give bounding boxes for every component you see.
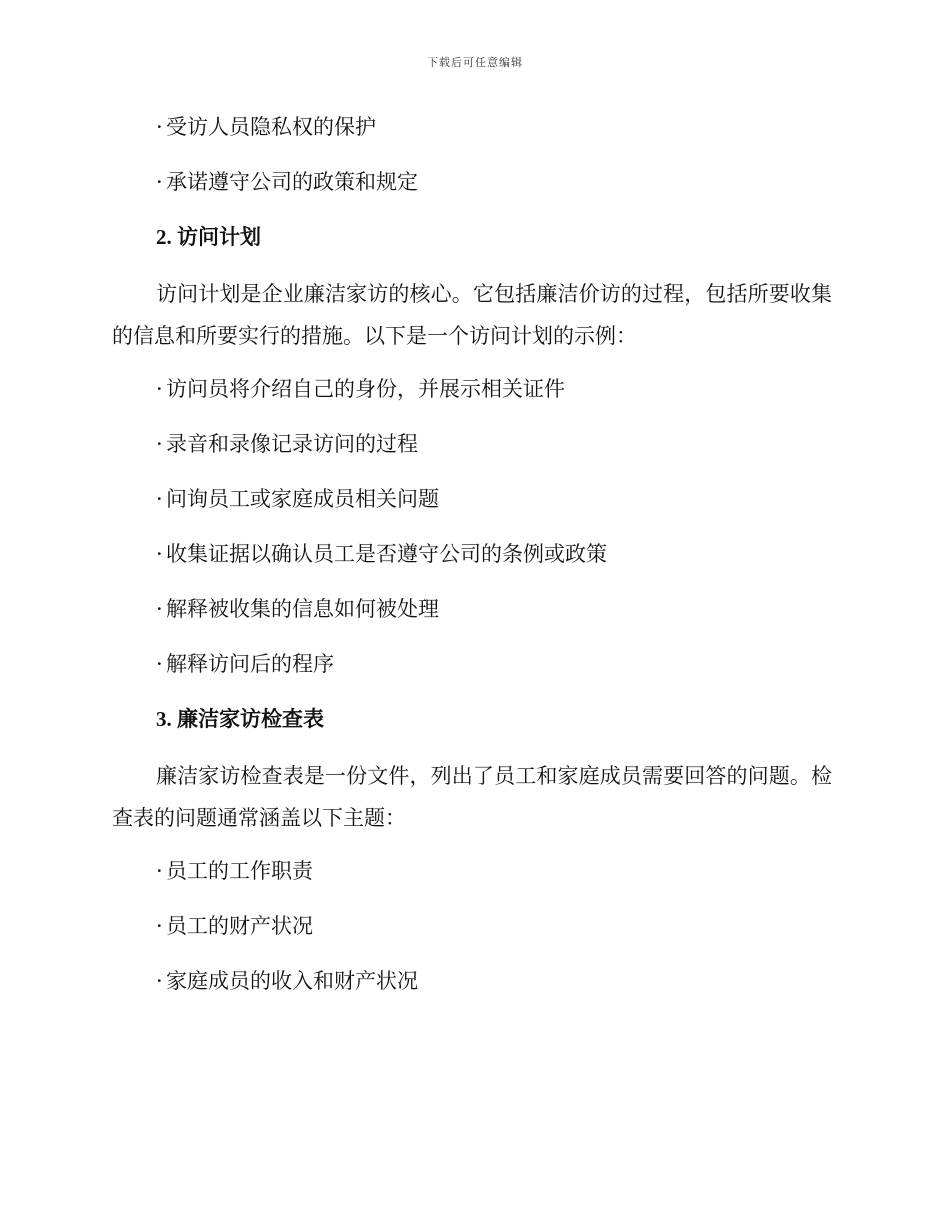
list-item xyxy=(156,590,832,628)
document-body xyxy=(112,108,832,1017)
list-item-text: 访问员将介绍自己的身份，并展示相关证件 xyxy=(166,377,565,401)
list-item-text: 承诺遵守公司的政策和规定 xyxy=(166,170,418,194)
list-item-text: 收集证据以确认员工是否遵守公司的条例或政策 xyxy=(166,542,607,566)
list-item xyxy=(156,962,832,1000)
list-item-text: 员工的工作职责 xyxy=(166,859,313,883)
list-item-text: 解释被收集的信息如何被处理 xyxy=(166,597,439,621)
bullet-icon: · xyxy=(156,542,163,566)
bullet-icon: · xyxy=(156,597,163,621)
page-header: 下载后可任意编辑 xyxy=(427,56,523,69)
list-item-text: 解释访问后的程序 xyxy=(166,652,334,676)
list-item xyxy=(156,480,832,518)
list-item xyxy=(156,535,832,573)
section-title: 廉洁家访检查表 xyxy=(177,707,324,731)
bullet-icon: · xyxy=(156,432,163,456)
list-item-text: 家庭成员的收入和财产状况 xyxy=(166,969,418,993)
section-heading xyxy=(156,700,832,738)
bullet-icon: · xyxy=(156,170,163,194)
bullet-icon: · xyxy=(156,859,163,883)
paragraph: 访问计划是企业廉洁家访的核心。它包括廉洁价访的过程，包括所要收集的信息和所要实行的措施。以下是一个访问计划的示例： xyxy=(112,282,832,348)
list-item-text: 录音和录像记录访问的过程 xyxy=(166,432,418,456)
paragraph: 廉洁家访检查表是一份文件，列出了员工和家庭成员需要回答的问题。检查表的问题通常涵盖以下主题： xyxy=(112,764,832,830)
list-item xyxy=(156,907,832,945)
section-number: 2. xyxy=(156,225,172,249)
list-item xyxy=(156,163,832,201)
bullet-icon: · xyxy=(156,969,163,993)
list-item-text: 问询员工或家庭成员相关问题 xyxy=(166,487,439,511)
section-title: 访问计划 xyxy=(177,225,261,249)
bullet-icon: · xyxy=(156,487,163,511)
bullet-icon: · xyxy=(156,652,163,676)
list-item xyxy=(156,852,832,890)
list-item-text: 员工的财产状况 xyxy=(166,914,313,938)
bullet-icon: · xyxy=(156,377,163,401)
list-item xyxy=(156,425,832,463)
list-item-text: 受访人员隐私权的保护 xyxy=(166,115,376,139)
list-item xyxy=(156,108,832,146)
list-item xyxy=(156,370,832,408)
section-heading xyxy=(156,218,832,256)
bullet-icon: · xyxy=(156,115,163,139)
list-item xyxy=(156,645,832,683)
section-number: 3. xyxy=(156,707,172,731)
bullet-icon: · xyxy=(156,914,163,938)
